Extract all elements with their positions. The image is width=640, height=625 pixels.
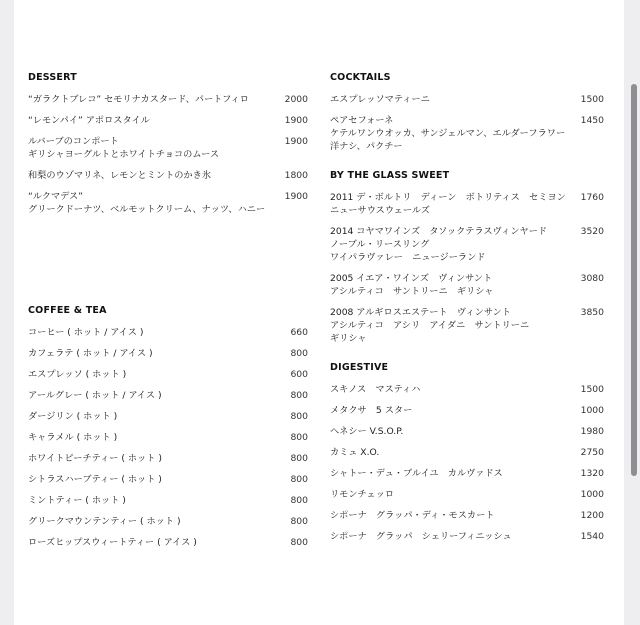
item-price: 3080 — [580, 273, 604, 284]
item-name-line: ケテルワンウオッカ、サンジェルマン、エルダーフラワー — [330, 128, 566, 139]
item-name — [28, 114, 308, 127]
section-title: DESSERT — [28, 72, 77, 83]
item-price: 800 — [290, 537, 308, 548]
item-name-line: ヘネシー V.S.O.P. — [330, 426, 404, 437]
item-price: 800 — [290, 495, 308, 506]
item-name-line: グリークマウンテンティー ( ホット ) — [28, 516, 181, 527]
item-name-line: エスプレッソ ( ホット ) — [28, 369, 127, 380]
item-price: 800 — [290, 432, 308, 443]
section-title: COFFEE & TEA — [28, 305, 107, 316]
item-name-line: キャラメル ( ホット ) — [28, 432, 118, 443]
item-name — [28, 169, 308, 182]
item-name — [330, 404, 604, 417]
glass-sweet-section — [330, 170, 604, 353]
menu-item — [330, 306, 604, 345]
item-price: 1760 — [580, 192, 604, 203]
item-name-line: アシルティコ サントリーニ ギリシャ — [330, 286, 494, 297]
menu-item — [28, 326, 308, 339]
item-name-line: 2011 デ・ボルトリ ディーン ボトリティス セミヨン — [330, 192, 566, 203]
item-price: 1900 — [284, 191, 308, 202]
item-price: 3850 — [580, 307, 604, 318]
item-name-line: ローズヒップスウィートティー ( アイス ) — [28, 537, 197, 548]
digestive-section — [330, 362, 604, 551]
item-name-line: カフェラテ ( ホット / アイス ) — [28, 348, 153, 359]
item-price: 1000 — [580, 489, 604, 500]
item-name-line: シポーナ グラッパ・ディ・モスカート — [330, 510, 495, 521]
menu-item — [330, 509, 604, 522]
item-name — [28, 93, 308, 106]
item-name-line: “レモンパイ” アポロスタイル — [28, 115, 150, 126]
item-price: 800 — [290, 390, 308, 401]
item-name-line: 2008 アルギロスエステート ヴィンサント — [330, 307, 511, 318]
menu-item — [28, 410, 308, 423]
item-name — [28, 452, 308, 465]
item-price: 2000 — [284, 94, 308, 105]
item-name-line: 和梨のウゾマリネ、レモンとミントのかき氷 — [28, 170, 212, 181]
item-name-line: リモンチェッロ — [330, 489, 395, 500]
scrollbar[interactable] — [631, 84, 637, 476]
item-name-line: ペアセフォーネ — [330, 115, 394, 126]
item-price: 1540 — [580, 531, 604, 542]
menu-item — [330, 383, 604, 396]
menu-item — [330, 404, 604, 417]
item-name-line: ワイパラヴァレー ニュージーランド — [330, 252, 486, 263]
menu-item — [28, 135, 308, 161]
item-name — [28, 536, 308, 549]
item-name — [330, 114, 604, 153]
item-price: 3520 — [580, 226, 604, 237]
item-name — [28, 190, 308, 216]
item-name — [28, 368, 308, 381]
item-name — [28, 389, 308, 402]
menu-item — [330, 114, 604, 153]
menu-item — [28, 114, 308, 127]
item-name — [28, 515, 308, 528]
menu-item — [330, 488, 604, 501]
item-name — [330, 306, 604, 345]
menu-item — [28, 169, 308, 182]
item-name-line: 洋ナシ、パクチー — [330, 141, 403, 152]
menu-item — [28, 536, 308, 549]
item-name-line: ダージリン ( ホット ) — [28, 411, 118, 422]
item-name — [330, 225, 604, 264]
item-name — [330, 191, 604, 217]
cocktails-section — [330, 72, 604, 161]
item-name-line: カミュ X.O. — [330, 447, 380, 458]
item-name-line: アシルティコ アシリ アイダニ サントリーニ — [330, 320, 530, 331]
item-name-line: スキノス マスティハ — [330, 384, 421, 395]
item-price: 1900 — [284, 115, 308, 126]
menu-item — [330, 425, 604, 438]
menu-item — [28, 347, 308, 360]
item-name-line: アールグレー ( ホット / アイス ) — [28, 390, 162, 401]
section-title: DIGESTIVE — [330, 362, 389, 373]
item-name-line: 2014 コヤマワインズ タソックテラスヴィンヤード — [330, 226, 548, 237]
item-name-line: シポーナ グラッパ シェリーフィニッシュ — [330, 531, 512, 542]
menu-item — [330, 272, 604, 298]
item-price: 1500 — [580, 384, 604, 395]
item-name-line: シトラスハーブティー ( ホット ) — [28, 474, 162, 485]
menu-item — [330, 93, 604, 106]
item-price: 660 — [290, 327, 308, 338]
menu-item — [330, 446, 604, 459]
item-name-line: エスプレッソマティーニ — [330, 94, 430, 105]
item-name — [330, 530, 604, 543]
item-name — [330, 488, 604, 501]
item-price: 800 — [290, 474, 308, 485]
item-name — [28, 431, 308, 444]
menu-item — [28, 368, 308, 381]
item-price: 1320 — [580, 468, 604, 479]
item-name — [330, 383, 604, 396]
item-price: 1800 — [284, 170, 308, 181]
item-name — [28, 326, 308, 339]
item-name — [330, 446, 604, 459]
item-name — [28, 473, 308, 486]
item-name-line: グリークドーナツ、ベルモットクリーム、ナッツ、ハニー — [28, 204, 266, 215]
item-name — [330, 425, 604, 438]
dessert-section — [28, 72, 308, 224]
item-price: 2750 — [580, 447, 604, 458]
item-name-line: “ルクマデス” — [28, 191, 83, 202]
item-name — [28, 135, 308, 161]
item-name-line: ノーブル・リースリング — [330, 239, 430, 250]
item-price: 1200 — [580, 510, 604, 521]
section-title: COCKTAILS — [330, 72, 391, 83]
item-price: 1000 — [580, 405, 604, 416]
menu-item — [28, 494, 308, 507]
item-price: 800 — [290, 453, 308, 464]
item-name — [28, 494, 308, 507]
menu-item — [330, 191, 604, 217]
item-price: 1900 — [284, 136, 308, 147]
menu-item — [330, 530, 604, 543]
menu-item — [28, 431, 308, 444]
item-name-line: ギリシャ — [330, 333, 367, 344]
menu-item — [28, 473, 308, 486]
item-price: 800 — [290, 411, 308, 422]
menu-item — [28, 93, 308, 106]
menu-item — [28, 389, 308, 402]
item-name — [330, 467, 604, 480]
menu-item — [28, 515, 308, 528]
item-name-line: シャトー・デュ・ブルイユ カルヴァドス — [330, 468, 503, 479]
item-price: 1980 — [580, 426, 604, 437]
item-name-line: “ガラクトブレコ” セモリナカスタード、パートフィロ — [28, 94, 249, 105]
item-name — [330, 272, 604, 298]
item-name-line: コーヒー ( ホット / アイス ) — [28, 327, 144, 338]
item-name — [330, 93, 604, 106]
item-price: 1500 — [580, 94, 604, 105]
item-price: 1450 — [580, 115, 604, 126]
item-name-line: メタクサ 5 スター — [330, 405, 413, 416]
item-name-line: 2005 イエア・ワインズ ヴィンサント — [330, 273, 493, 284]
coffee-tea-section — [28, 305, 308, 557]
item-name-line: ホワイトピーチティー ( ホット ) — [28, 453, 162, 464]
menu-item — [330, 467, 604, 480]
menu-item — [28, 452, 308, 465]
item-name-line: ルバーブのコンポート — [28, 136, 119, 147]
item-name — [28, 347, 308, 360]
menu-item — [330, 225, 604, 264]
item-name-line: ミントティー ( ホット ) — [28, 495, 126, 506]
section-title: BY THE GLASS SWEET — [330, 170, 450, 181]
item-name — [28, 410, 308, 423]
menu-item — [28, 190, 308, 216]
item-name — [330, 509, 604, 522]
item-name-line: ギリシャヨーグルトとホワイトチョコのムース — [28, 149, 220, 160]
item-name-line: ニューサウスウェールズ — [330, 205, 430, 216]
item-price: 600 — [290, 369, 308, 380]
item-price: 800 — [290, 516, 308, 527]
item-price: 800 — [290, 348, 308, 359]
